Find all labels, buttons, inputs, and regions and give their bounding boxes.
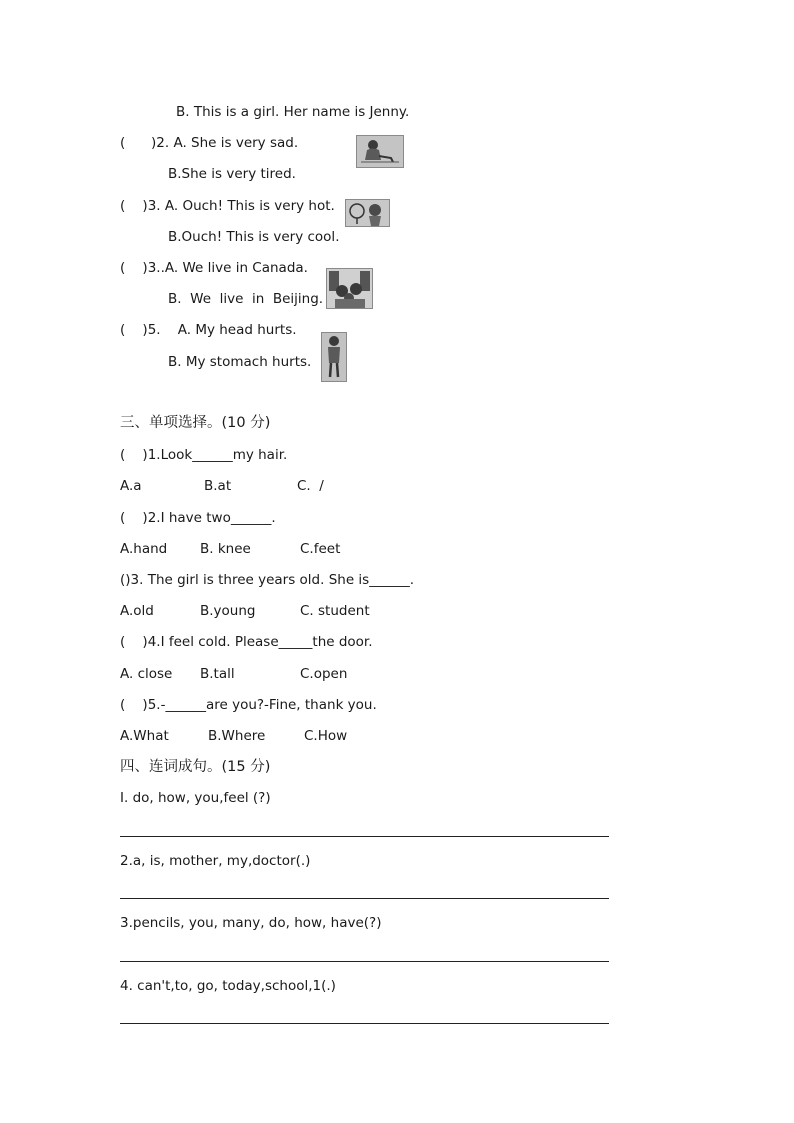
- q4-option-a: ( )3..A. We live in Canada.: [120, 260, 308, 276]
- s4-q2-answer-line[interactable]: [120, 898, 609, 899]
- s3-q2-option-a: A.hand: [120, 541, 168, 557]
- s4-q4-prompt: 4. can't,to, go, today,school,1(.): [120, 978, 336, 994]
- s3-q5-option-c: C.How: [304, 728, 348, 744]
- s3-q1-stem: ( )1.Look______my hair.: [120, 447, 288, 463]
- s3-q4-option-a: A. close: [120, 666, 173, 682]
- s4-q4-answer-line[interactable]: [120, 1023, 609, 1024]
- q2-option-a: ( )2. A. She is very sad.: [120, 135, 299, 151]
- s4-q1-prompt: I. do, how, you,feel (?): [120, 790, 271, 806]
- s3-q1-option-a: A.a: [120, 478, 142, 494]
- s4-q3-answer-line[interactable]: [120, 961, 609, 962]
- s3-q3-option-c: C. student: [300, 603, 370, 619]
- s3-q2-option-b: B. knee: [200, 541, 251, 557]
- boy-holding-stomach-icon: [321, 332, 347, 382]
- q2-option-b: B.She is very tired.: [168, 166, 296, 182]
- s3-q4-option-c: C.open: [300, 666, 348, 682]
- q4-option-b: B. We live in Beijing.: [168, 291, 324, 307]
- q3-option-a: ( )3. A. Ouch! This is very hot.: [120, 198, 335, 214]
- s3-q1-option-b: B.at: [204, 478, 232, 494]
- s3-q1-option-c: C. /: [297, 478, 324, 494]
- s3-q2-stem: ( )2.I have two______.: [120, 510, 276, 526]
- q5-option-b: B. My stomach hurts.: [168, 354, 312, 370]
- s3-q4-stem: ( )4.I feel cold. Please_____the door.: [120, 634, 373, 650]
- q1-option-b: B. This is a girl. Her name is Jenny.: [176, 104, 410, 120]
- s4-q1-answer-line[interactable]: [120, 836, 609, 837]
- s3-q5-stem: ( )5.-______are you?-Fine, thank you.: [120, 697, 377, 713]
- section4-heading: 四、连词成句。(15 分): [120, 759, 271, 775]
- fan-and-child-icon: [345, 199, 390, 227]
- family-flag-icon: [326, 268, 373, 309]
- s3-q3-option-b: B.young: [200, 603, 256, 619]
- s3-q4-option-b: B.tall: [200, 666, 235, 682]
- s3-q5-option-b: B.Where: [208, 728, 266, 744]
- s3-q3-option-a: A.old: [120, 603, 154, 619]
- q3-option-b: B.Ouch! This is very cool.: [168, 229, 340, 245]
- s3-q5-option-a: A.What: [120, 728, 169, 744]
- s3-q3-stem: ()3. The girl is three years old. She is______.: [120, 572, 415, 588]
- section3-heading: 三、单项选择。(10 分): [120, 415, 271, 431]
- tired-girl-icon: [356, 135, 404, 168]
- q5-option-a: ( )5. A. My head hurts.: [120, 322, 297, 338]
- s4-q2-prompt: 2.a, is, mother, my,doctor(.): [120, 853, 311, 869]
- s3-q2-option-c: C.feet: [300, 541, 341, 557]
- s4-q3-prompt: 3.pencils, you, many, do, how, have(?): [120, 915, 382, 931]
